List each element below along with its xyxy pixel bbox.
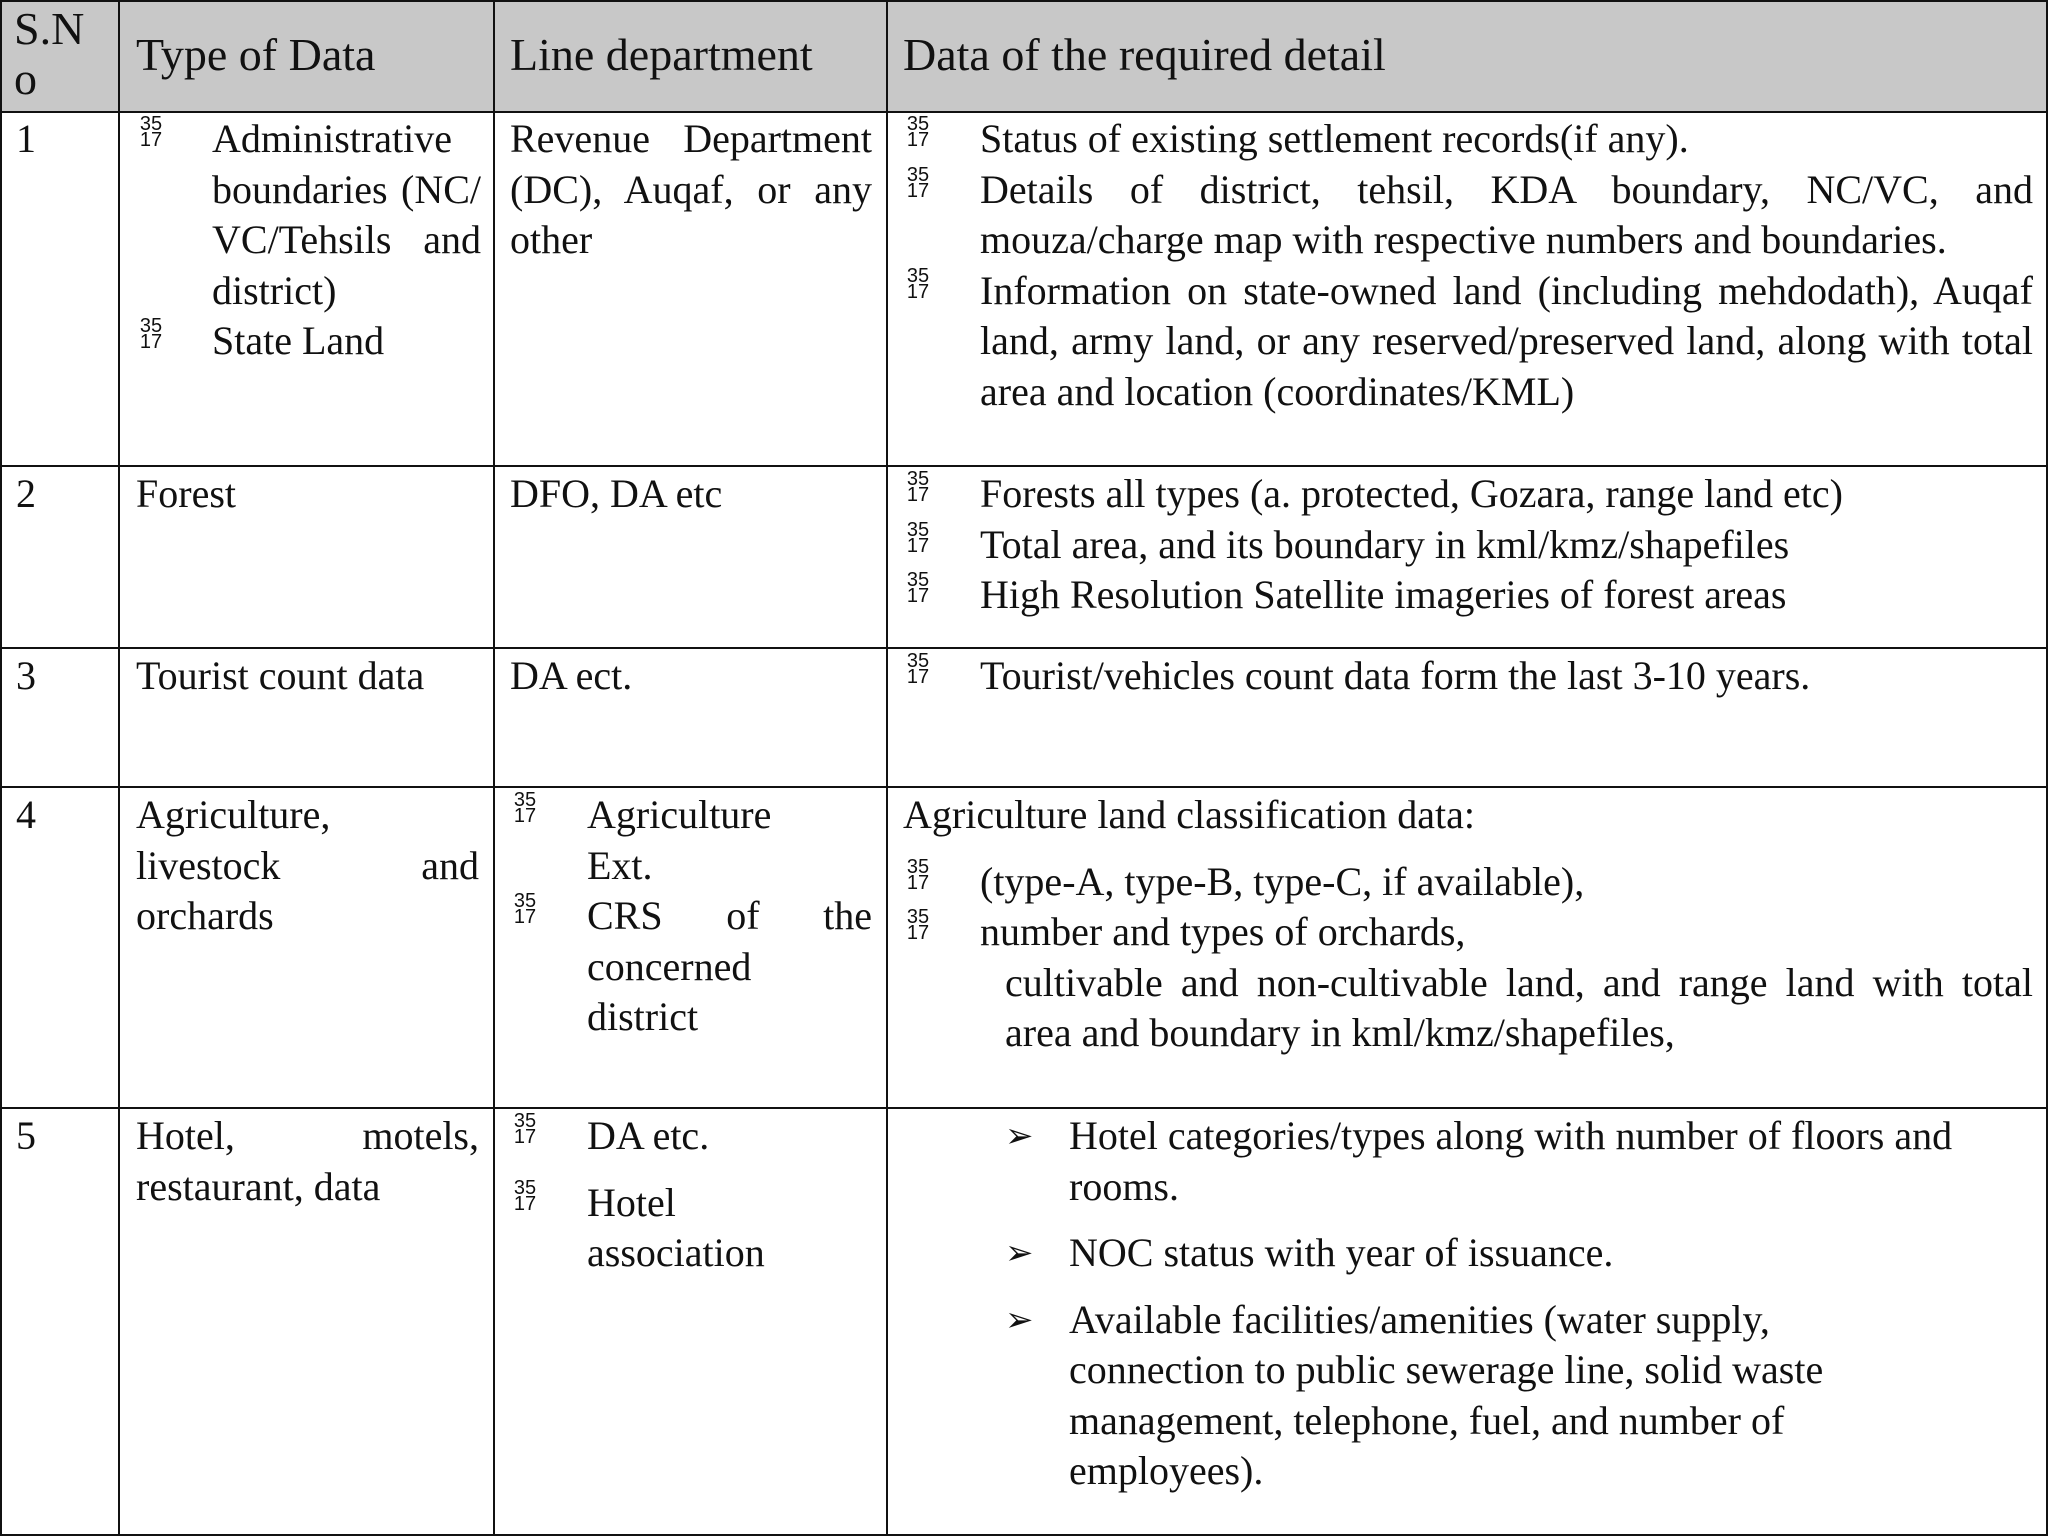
detail-forest-types: Forests all types (a. protected, Gozara, range land etc): [980, 471, 1843, 516]
dept-crs: CRS of the concerned district: [587, 893, 872, 1039]
detail-land-types: (type-A, type-B, type-C, if available),: [980, 858, 1585, 904]
table-row-2-type: [136, 469, 236, 520]
bullet-marker: 35 17: [513, 789, 537, 827]
dept-hotel-association: Hotel association: [587, 1179, 765, 1275]
header-line-department: [510, 30, 813, 81]
arrow-bullet-icon: ➢: [1005, 1116, 1034, 1156]
dept-agriculture-ext: Agriculture Ext.: [587, 792, 772, 888]
bullet-marker: 35 17: [906, 906, 930, 944]
arrow-bullet-icon: ➢: [1005, 1299, 1034, 1340]
header-required-detail: [903, 30, 1386, 81]
header-sno-label: S.N o: [14, 3, 85, 104]
dept-da-etc: DA etc.: [587, 1113, 710, 1158]
detail-hotel-categories: Hotel categories/types along with number of floors and rooms.: [1069, 1113, 1953, 1209]
table-row-5-type: [136, 1111, 479, 1212]
bullet-marker: 35 17: [513, 890, 537, 928]
header-type-of-data: [136, 30, 375, 81]
row-2-number: 2: [16, 471, 36, 516]
arrow-bullet-icon: ➢: [1005, 1233, 1034, 1273]
bullet-marker: 35 17: [906, 569, 930, 607]
table-row-5-sno: [16, 1111, 36, 1162]
row-5-number: 5: [16, 1113, 36, 1158]
bullet-marker: 35 17: [513, 1110, 537, 1148]
row-4-number: 4: [16, 792, 36, 837]
header-detail-label: Data of the required detail: [903, 29, 1386, 80]
header-dept-label: Line department: [510, 29, 813, 80]
table-row-3-sno: [16, 651, 36, 702]
dept-da: DA ect.: [510, 653, 633, 698]
row-3-number: 3: [16, 653, 36, 698]
bullet-marker: 35 17: [139, 315, 163, 353]
detail-orchards: number and types of orchards,: [980, 909, 1466, 954]
table-row-1-detail: [903, 114, 2033, 417]
detail-cultivable-land: cultivable and non-cultivable land, and range land with total area and boundary in kml/kmz/shapefiles,: [1005, 959, 2033, 1055]
detail-district-boundaries: Details of district, tehsil, KDA boundary, NC/VC, and mouza/charge map with respective numbers and boundaries.: [980, 166, 2033, 262]
bullet-marker: 35 17: [906, 855, 930, 894]
table-row-1-dept: [510, 114, 872, 266]
detail-tourist-vehicles: Tourist/vehicles count data form the last 3-10 years.: [980, 653, 1811, 698]
header-type-label: Type of Data: [136, 29, 376, 80]
detail-state-owned-land: Information on state-owned land (including mehdodath), Auqaf land, army land, or any reserved/preserved land, along with total area and location (coordinates/KML): [980, 267, 2033, 414]
table-row-2-sno: [16, 469, 36, 520]
bullet-marker: 35 17: [906, 113, 930, 151]
dept-revenue: Revenue Department (DC), Auqaf, or any other: [510, 116, 872, 262]
header-sno: [14, 4, 114, 104]
dept-dfo: DFO, DA etc: [510, 471, 723, 516]
bullet-marker: 35 17: [906, 468, 930, 506]
table-row-3-dept: [510, 651, 632, 702]
table-row-4-type: [136, 790, 479, 942]
table-row-4-sno: [16, 790, 36, 841]
detail-facilities: Available facilities/amenities (water supply, connection to public sewerage line, solid waste management, telephone, fuel, and number of employees).: [1069, 1296, 1824, 1493]
detail-noc-status: NOC status with year of issuance.: [1069, 1230, 1614, 1275]
bullet-marker: 35 17: [906, 650, 930, 688]
bullet-marker: 35 17: [513, 1176, 537, 1215]
table-row-3-detail: [903, 651, 2033, 702]
type-hotels: Hotel, motels, restaurant, data: [136, 1113, 479, 1209]
detail-classification-intro: Agriculture land classification data:: [903, 792, 1476, 837]
type-agriculture: Agriculture, livestock and orchards: [136, 792, 479, 938]
type-forest: Forest: [136, 471, 236, 516]
bullet-marker: 35 17: [906, 518, 930, 557]
table-row-4-detail: [903, 790, 2033, 1059]
table-row-5-dept: [510, 1111, 872, 1279]
detail-settlement-records: Status of existing settlement records(if any).: [980, 116, 1689, 161]
table-row-5-detail: [1005, 1111, 2005, 1497]
table-row-2-dept: [510, 469, 722, 520]
bullet-marker: 35 17: [906, 264, 930, 303]
table-row-1-type: [136, 114, 481, 367]
table-row-2-detail: [903, 469, 2033, 621]
table-row-4-dept: [510, 790, 872, 1043]
bullet-marker: 35 17: [139, 113, 163, 151]
bullet-marker: 35 17: [906, 163, 930, 202]
table-row-3-type: [136, 651, 424, 702]
type-tourist-count: Tourist count data: [136, 653, 425, 698]
detail-forest-area: Total area, and its boundary in kml/kmz/shapefiles: [980, 521, 1790, 567]
type-item-state-land: State Land: [212, 318, 385, 363]
type-item-admin-boundaries: Administrative boundaries (NC/VC/Tehsils and district): [212, 116, 481, 313]
table-row-1-sno: [16, 114, 36, 165]
detail-satellite-imagery: High Resolution Satellite imageries of forest areas: [980, 572, 1787, 617]
row-1-number: 1: [16, 116, 36, 161]
